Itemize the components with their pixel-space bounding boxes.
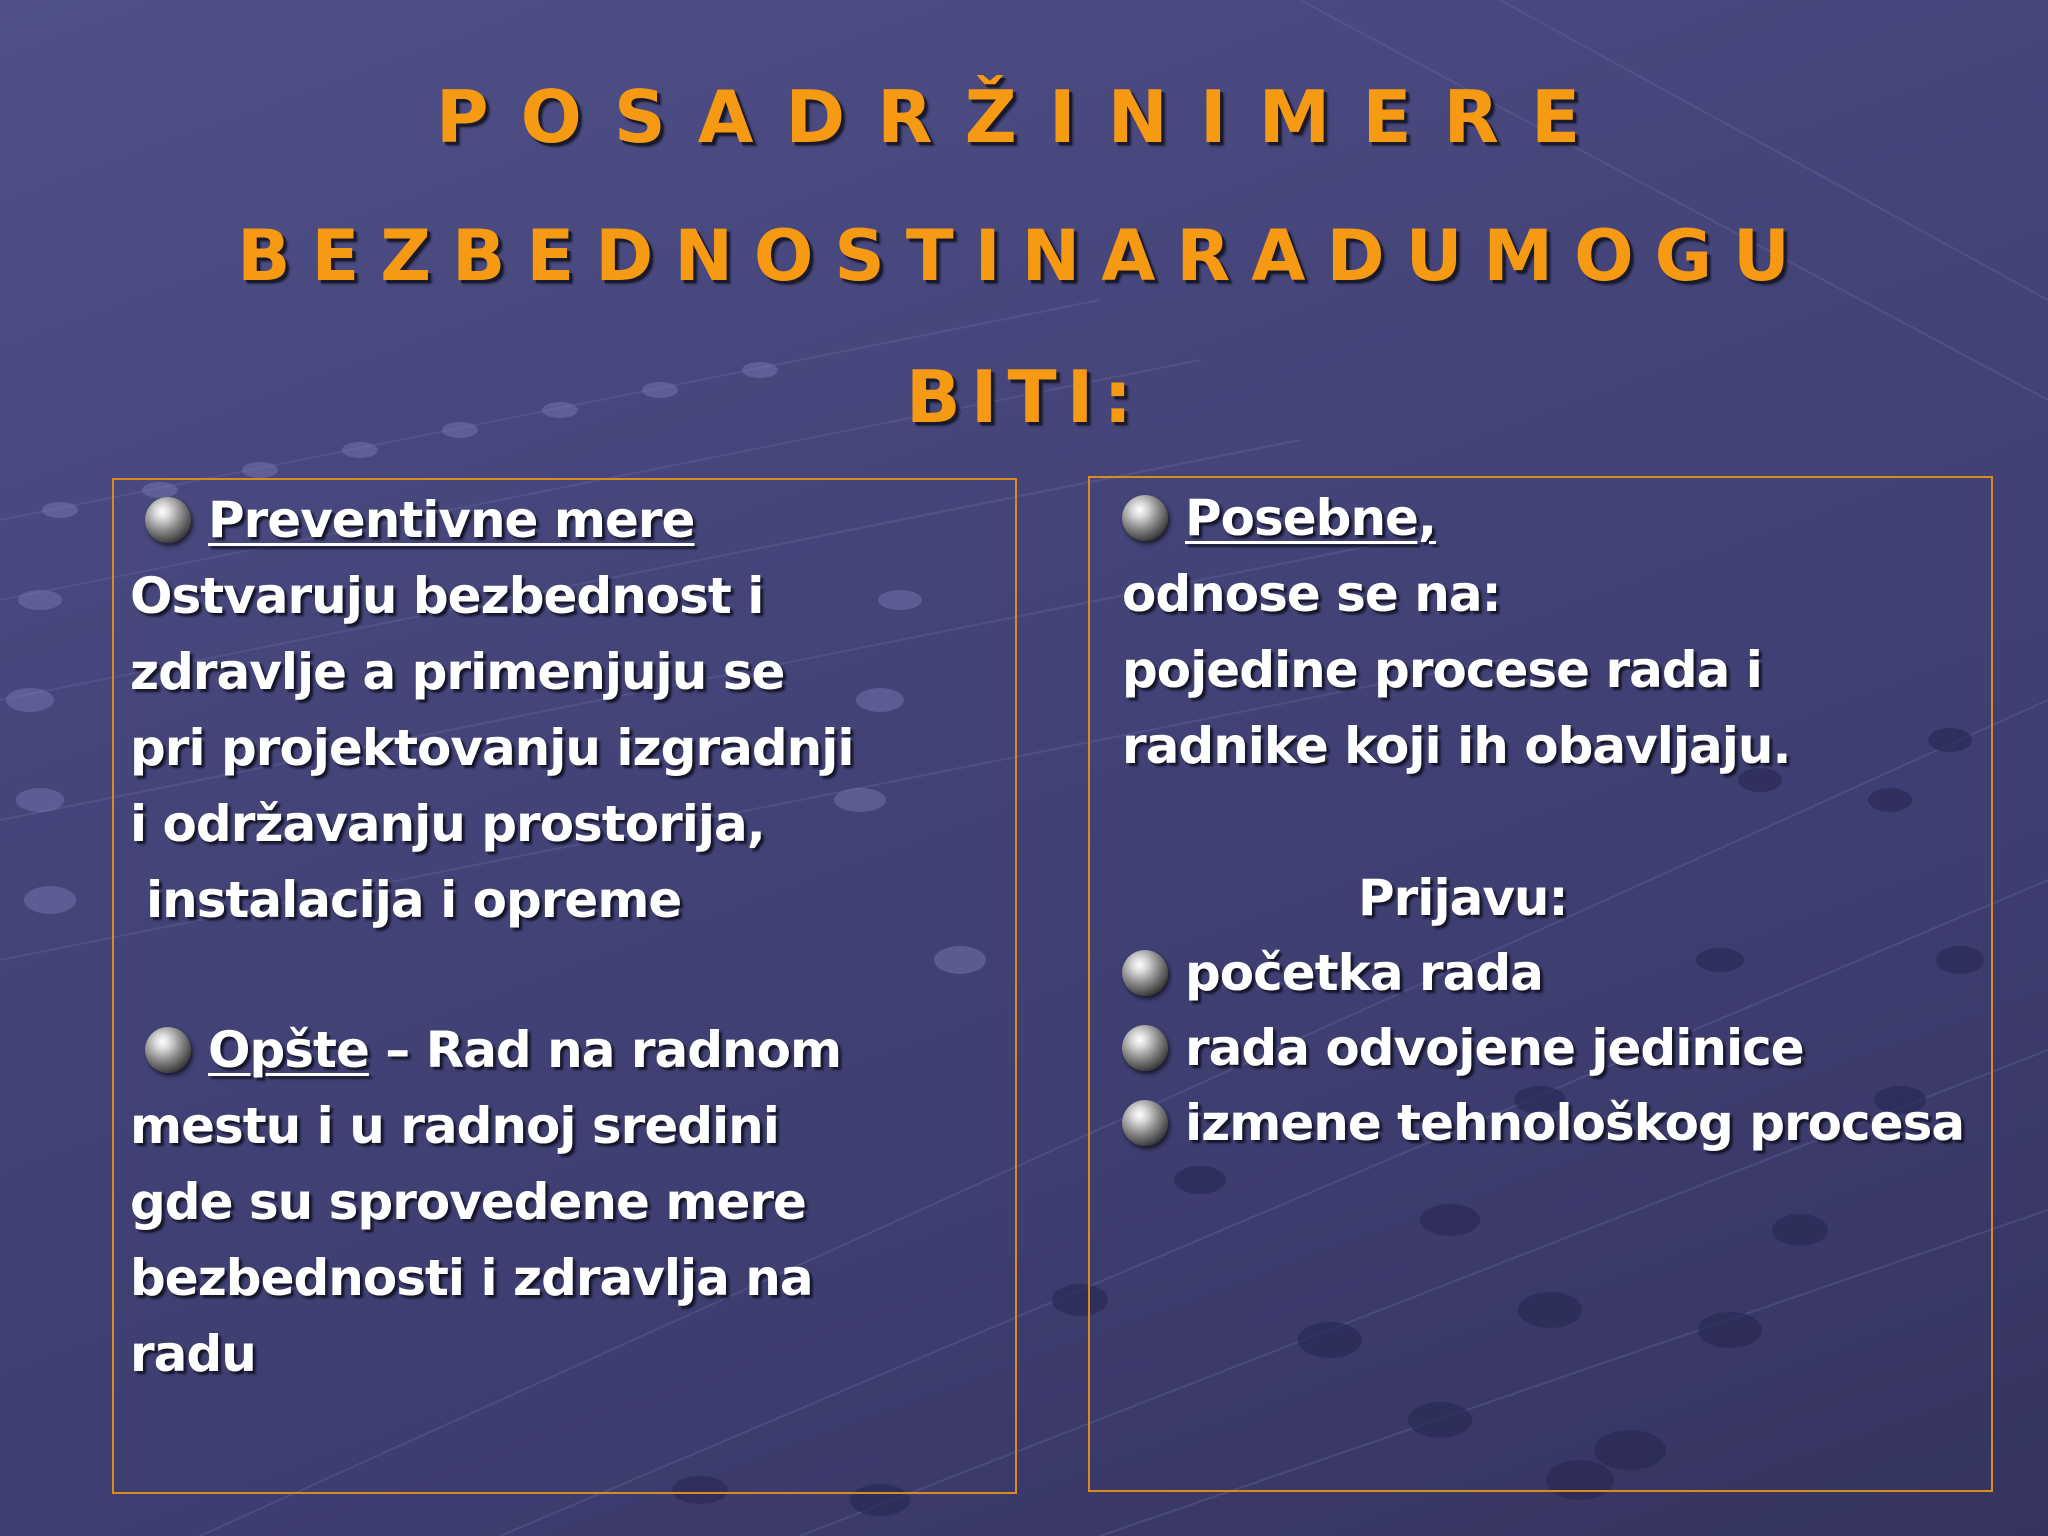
left-line-3: pri projektovanju izgradnji bbox=[130, 719, 854, 777]
left-second-heading: Opšte bbox=[208, 1021, 369, 1079]
right-heading: Posebne, bbox=[1185, 489, 1436, 547]
title-line-1: POSADRŽINIMERE bbox=[435, 75, 1613, 159]
bullet-icon bbox=[1122, 495, 1168, 541]
right-item-3: izmene tehnološkog procesa bbox=[1185, 1094, 1965, 1152]
title-line-2: BEZBEDNOSTINARADUMOGU bbox=[237, 215, 1811, 297]
bullet-icon bbox=[145, 497, 191, 543]
left-second-heading-row bbox=[208, 1012, 841, 1088]
left-second-line-4: radu bbox=[130, 1325, 256, 1383]
right-line-2: pojedine procese rada i bbox=[1122, 641, 1762, 699]
left-line-2: zdravlje a primenjuju se bbox=[130, 643, 785, 701]
right-subheading: Prijavu: bbox=[1358, 869, 1568, 927]
bullet-icon bbox=[145, 1027, 191, 1073]
left-heading: Preventivne mere bbox=[208, 491, 695, 549]
bullet-icon bbox=[1122, 1100, 1168, 1146]
left-line-4: i održavanju prostorija, bbox=[130, 795, 765, 853]
left-second-line-2: gde su sprovedene mere bbox=[130, 1173, 806, 1231]
left-line-1: Ostvaruju bezbednost i bbox=[130, 567, 764, 625]
left-second-line-3: bezbednosti i zdravlja na bbox=[130, 1249, 813, 1307]
bullet-icon bbox=[1122, 1025, 1168, 1071]
right-line-1: odnose se na: bbox=[1122, 565, 1501, 623]
bullet-icon bbox=[1122, 950, 1168, 996]
right-line-3: radnike koji ih obavljaju. bbox=[1122, 717, 1791, 775]
right-item-2: rada odvojene jedinice bbox=[1185, 1019, 1804, 1077]
left-line-5: instalacija i opreme bbox=[146, 871, 682, 929]
right-item-1: početka rada bbox=[1185, 944, 1543, 1002]
left-second-line-1: mestu i u radnoj sredini bbox=[130, 1097, 779, 1155]
title-line-3: BITI: bbox=[905, 355, 1143, 439]
left-second-heading-rest: – Rad na radnom bbox=[368, 1021, 842, 1079]
